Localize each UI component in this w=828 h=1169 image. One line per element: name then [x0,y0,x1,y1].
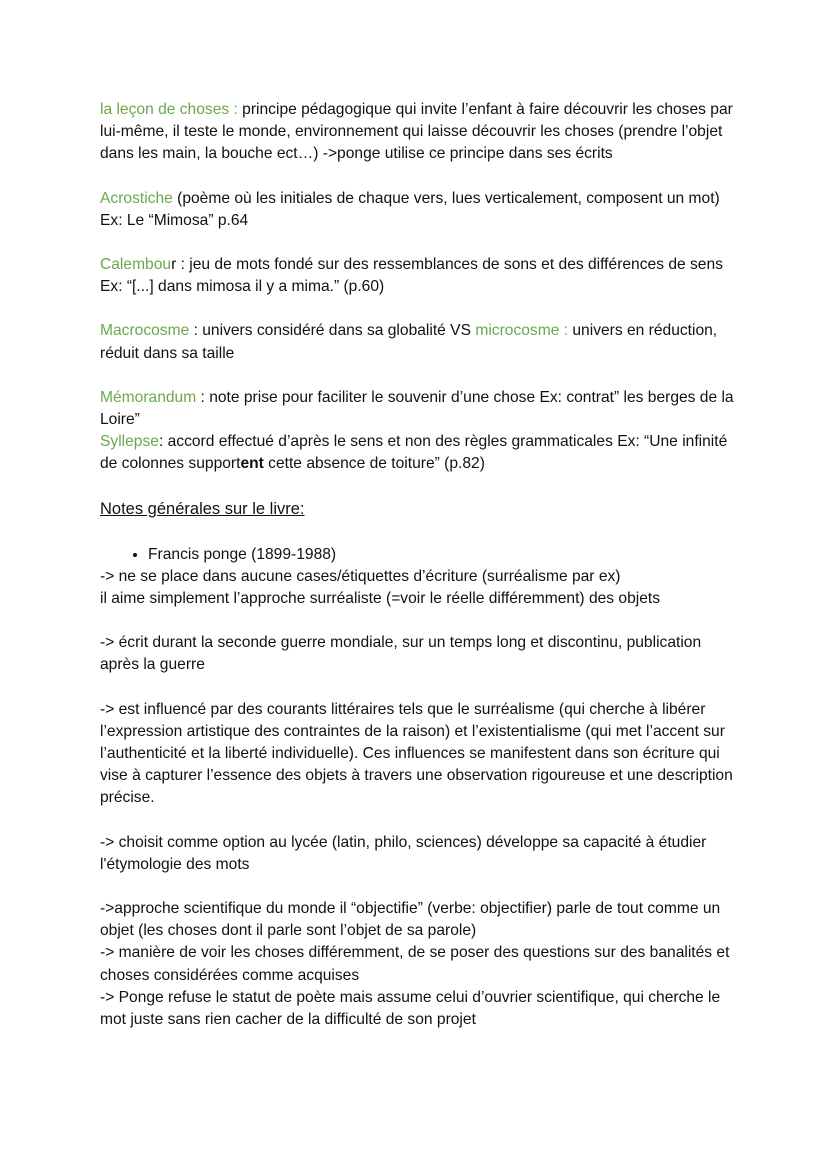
definition-macrocosme [100,320,740,364]
definition-lecon-de-choses [100,99,740,166]
bullet-item: • Francis ponge (1899-1988) [148,544,740,566]
definition-text: : note prise pour faciliter le souvenir d’une chose Ex: contrat” les berges de la Loire” [100,388,734,429]
definition-text: principe pédagogique qui invite l’enfant à faire découvrir les choses par lui-même, il teste le monde, environnement qui laisse découvrir les choses (prendre l’objet dans les main, la bouche ect…) ->ponge utilise ce principe dans ses écrits [100,101,733,163]
term: Syllepse [100,433,159,451]
note-line: -> Ponge refuse le statut de poète mais assume celui d’ouvrier scientifique, qui cherche le mot juste sans rien cacher de la difficulté de son projet [100,988,721,1029]
definition-text: : accord effectué d’après le sens et non des règles grammaticales Ex: “Une infinité de colonnes support [100,433,728,473]
definition-text: cette absence de toiture” (p.82) [263,455,485,473]
definition-memorandum [100,387,740,431]
note-paragraph [100,632,740,676]
term: Macrocosme [100,322,190,340]
definition-acrostiche [100,188,740,232]
definition-text: r : jeu de mots fondé sur des ressemblances de sons et des différences de sens Ex: “[...] dans mimosa il y a mima.” (p.60) [100,256,723,296]
note-paragraph [100,832,740,876]
document-page [100,99,740,1053]
definition-calembour [100,254,740,298]
note-paragraph [100,898,740,1031]
term: Acrostiche [100,189,173,207]
term-microcosme: microcosme : [475,322,569,340]
note-line: ->approche scientifique du monde il “objectifie” (verbe: objectifier) parle de tout comme un objet (les choses dont il parle sont l’objet de sa parole) [100,900,721,940]
term: Mémorandum [100,388,197,406]
bold-ending: ent [240,455,264,473]
note-paragraph [100,699,740,810]
note-line: -> manière de voir les choses différemment, de se poser des questions sur des banalités et choses considérées comme acquises [100,944,730,984]
note-line: il aime simplement l’approche surréaliste (=voir le réelle différemment) des objets [100,590,661,608]
bullet-list [100,544,740,566]
note-line: -> écrit durant la seconde guerre mondiale, sur un temps long et discontinu, publication après la guerre [100,634,702,674]
term: Calembou [100,256,172,274]
section-heading: Notes générales sur le livre: [100,499,305,518]
note-line: -> ne se place dans aucune cases/étiquettes d’écriture (surréalisme par ex) [100,567,621,585]
definition-text: univers en réduction, réduit dans sa taille [100,322,718,362]
note-paragraph [100,566,740,610]
definition-text: (poème où les initiales de chaque vers, lues verticalement, composent un mot) Ex: Le “Mimosa” p.64 [100,189,720,229]
definition-syllepse [100,431,740,475]
term: la leçon de choses : [100,101,238,118]
note-line: -> choisit comme option au lycée (latin, philo, sciences) développe sa capacité à étudier l'étymologie des mots [100,833,707,873]
note-line: -> est influencé par des courants littéraires tels que le surréalisme (qui cherche à libérer l’expression artistique des contraintes de la raison) et l’existentialisme (qui met l’accent sur l’authenticité et la liberté individuelle). Ces influences se manifestent dans son écriture qui vise à capturer l’essence des objets à travers une observation rigoureuse et une description précise. [100,700,733,807]
definition-text: : univers considéré dans sa globalité VS [189,322,476,340]
